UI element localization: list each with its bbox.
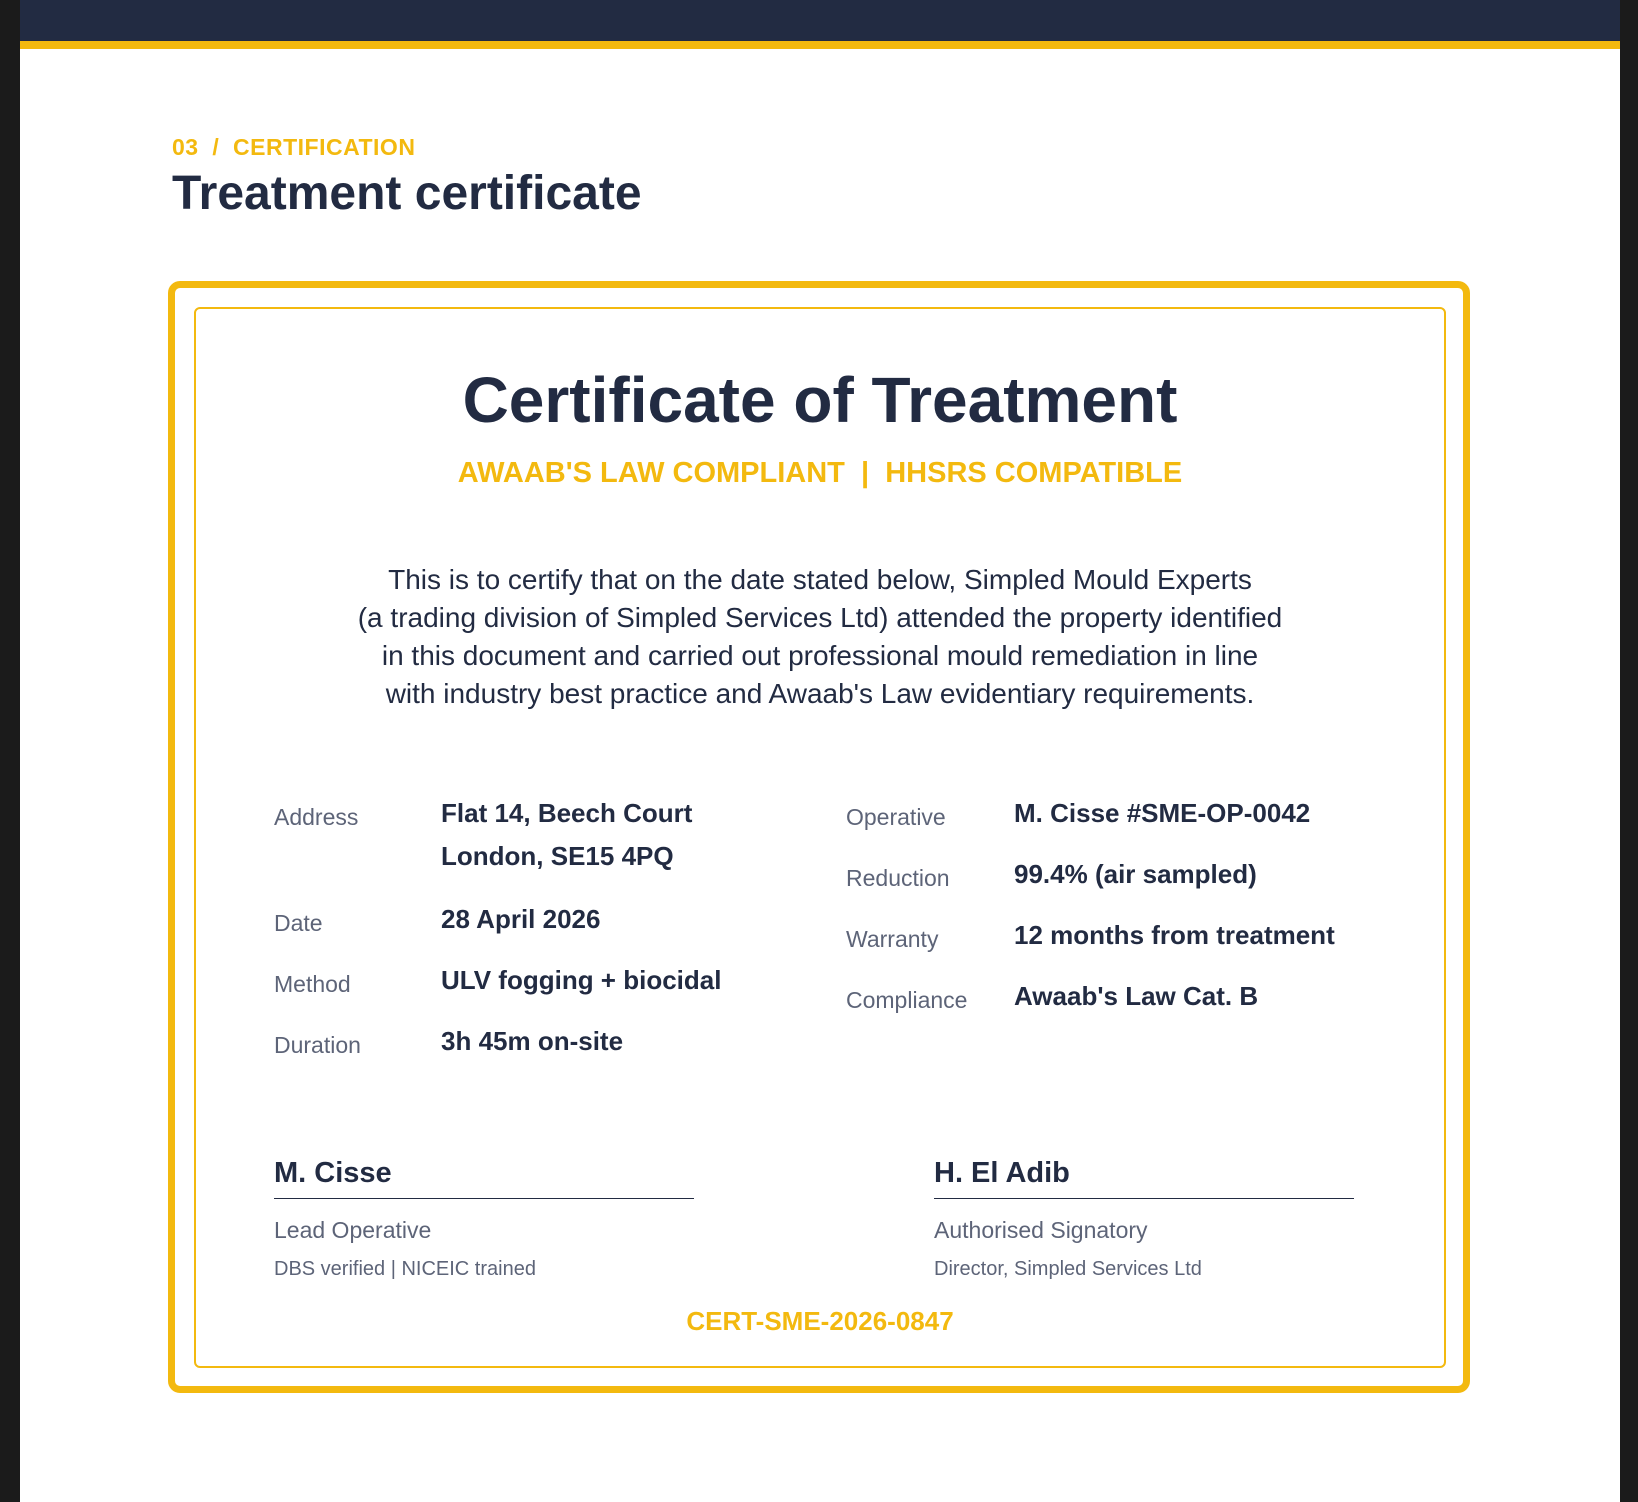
field-label: Compliance <box>846 987 968 1013</box>
certificate-title: Certificate of Treatment <box>462 364 1178 436</box>
statement-line: with industry best practice and Awaab's Law evidentiary requirements. <box>385 678 1255 709</box>
signatory-role: Authorised Signatory <box>934 1217 1148 1243</box>
field-label: Address <box>274 804 359 830</box>
page-title: Treatment certificate <box>172 167 642 220</box>
field-value: 99.4% (air sampled) <box>1014 859 1257 889</box>
certificate-id: CERT-SME-2026-0847 <box>686 1306 954 1336</box>
signature-line <box>274 1198 694 1199</box>
signatory-credentials: Director, Simpled Services Ltd <box>934 1258 1202 1280</box>
top-bar <box>20 0 1620 41</box>
field-value: 3h 45m on-site <box>441 1026 624 1056</box>
field-value: London, SE15 4PQ <box>441 841 674 871</box>
section-eyebrow: 03 / CERTIFICATION <box>172 134 416 160</box>
signature-line <box>934 1198 1354 1199</box>
field-value: Awaab's Law Cat. B <box>1014 981 1259 1011</box>
statement-line: (a trading division of Simpled Services Ltd) attended the property identified <box>357 602 1283 633</box>
field-value: 12 months from treatment <box>1014 920 1335 950</box>
page <box>20 0 1620 1502</box>
certificate-subtitle: AWAAB'S LAW COMPLIANT | HHSRS COMPATIBLE <box>457 457 1183 489</box>
field-label: Reduction <box>846 865 950 891</box>
field-value: Flat 14, Beech Court <box>441 798 693 828</box>
signatory-name: H. El Adib <box>934 1157 1070 1189</box>
statement-line: This is to certify that on the date stated below, Simpled Mould Experts <box>388 564 1252 595</box>
field-label: Duration <box>274 1032 361 1058</box>
certificate-statement <box>320 561 1320 713</box>
field-label: Date <box>274 910 323 936</box>
signatory-credentials: DBS verified | NICEIC trained <box>274 1258 536 1280</box>
signatory-role: Lead Operative <box>274 1217 432 1243</box>
field-value: ULV fogging + biocidal <box>441 965 722 995</box>
statement-line: in this document and carried out professional mould remediation in line <box>381 640 1259 671</box>
field-value: M. Cisse #SME-OP-0042 <box>1014 798 1311 828</box>
field-value: 28 April 2026 <box>441 904 601 934</box>
field-label: Operative <box>846 804 946 830</box>
signatory-name: M. Cisse <box>274 1157 392 1189</box>
field-label: Warranty <box>846 926 939 952</box>
field-label: Method <box>274 971 351 997</box>
top-bar-accent <box>20 41 1620 49</box>
